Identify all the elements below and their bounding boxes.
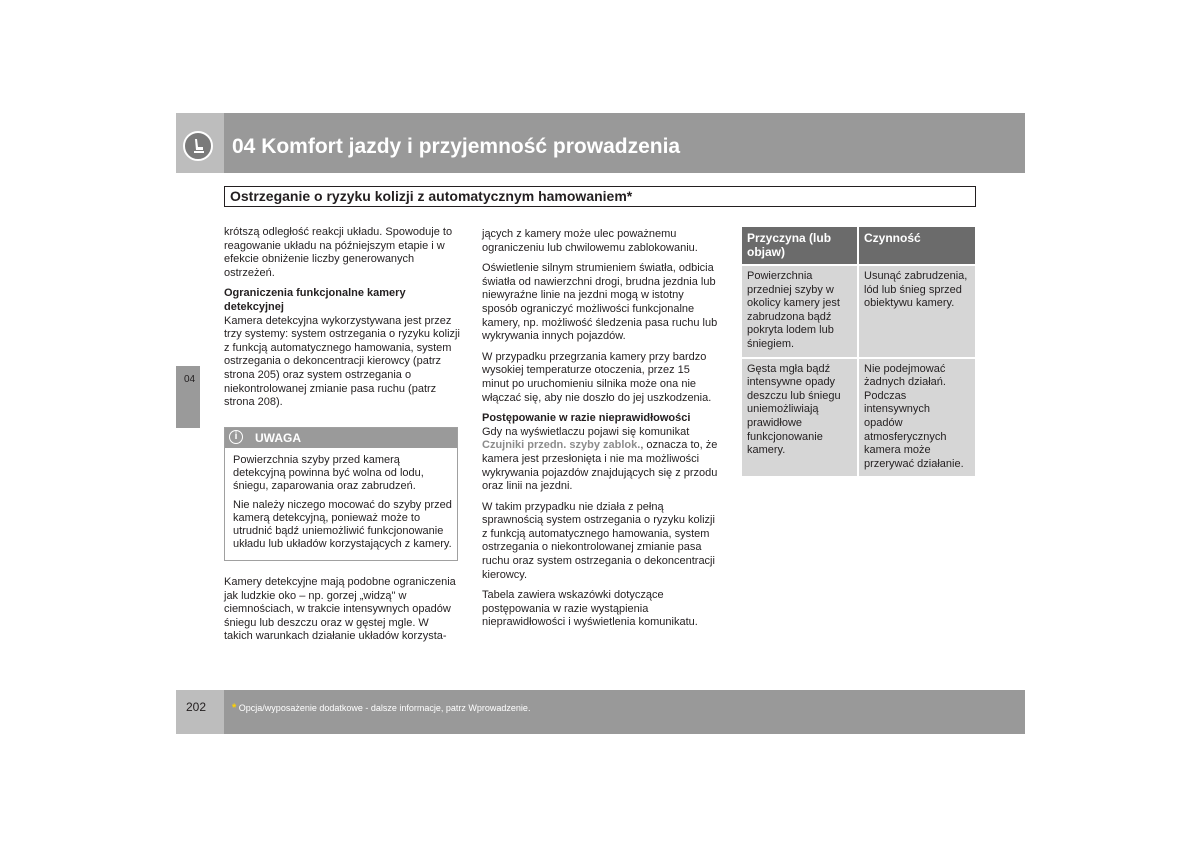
text-span: Gdy na wyświetlaczu pojawi się komunikat [482,425,690,438]
paragraph: Oświetlenie silnym strumieniem światła, odbicia światła od nawierzchni drogi, brudna jezdnia lub niewyraźne linie na jezdni mogą w istotny sposób ograniczyć możliwości funkcjonalne kamery, np. możliwość śledzenia pasa ruchu lub wykrywania innych pojazdów. [482,262,718,343]
seat-icon [183,131,213,161]
note-box [224,427,458,561]
page-number: 202 [186,700,207,714]
table-cell: Nie podejmować żadnych działań. Podczas intensywnych opadów atmosferycznych kamera może przerywać działanie. [858,358,975,477]
paragraph: Tabela zawiera wskazówki dotyczące postępowania w razie wystąpienia nieprawidłowości i wyświetlenia komunikatu. [482,589,698,629]
column-1 [224,226,460,417]
paragraph: W takim przypadku nie działa z pełną sprawnością system ostrzegania o ryzyku kolizji z funkcją automatycznego hamowania, system ostrzegania o niekontrolowanej zmianie pasa ruchu oraz system ostrzegania o dekoncentracji kierowcy. [482,500,715,581]
note-paragraph: Nie należy niczego mocować do szyby przed kamerą detekcyjną, ponieważ może to utrudnić bądź uniemożliwić funkcjonowanie układu lub układów korzystających z kamery. [233,498,452,551]
paragraph: krótszą odległość reakcji układu. Spowoduje to reagowanie układu na późniejszym etapie i w efekcie obniżenie liczby generowanych ostrzeżeń. [224,226,453,279]
table-row [742,358,975,477]
table-header-row [742,227,975,265]
subheading: Postępowanie w razie nieprawidłowości [482,412,691,425]
column-1-continued [224,576,460,651]
asterisk: * [232,702,237,714]
subheading: Ograniczenia funkcjonalne kamery detekcyjnej [224,287,406,313]
column-2 [482,228,719,637]
section-title-box [224,186,976,207]
paragraph [482,426,719,494]
paragraph: Kamera detekcyjna wykorzystywana jest przez trzy systemy: system ostrzegania o ryzyku kolizji z funkcją automatycznego hamowania, system ostrzegania o dekoncentracji kierowcy (patrz strona 205) oraz system ostrzegania o niekontrolowanej zmianie pasa ruchu (patrz strona 208). [224,314,460,409]
note-paragraph: Powierzchnia szyby przed kamerą detekcyjną powinna być wolna od lodu, śniegu, zaparowania oraz zabrudzeń. [233,454,424,493]
table-row [742,265,975,358]
table-cell: Usunąć zabrudzenia, lód lub śnieg sprzed obiektywu kamery. [858,265,975,358]
info-icon: i [229,430,243,444]
section-title: Ostrzeganie o ryzyku kolizji z automatycznym hamowaniem* [230,188,633,204]
paragraph: W przypadku przegrzania kamery przy bardzo wysokiej temperaturze otoczenia, przez 15 minut po uruchomieniu silnika może ona nie włączać się, aby nie doszło do jej uszkodzenia. [482,350,712,404]
table-header-cell: Czynność [858,227,975,265]
chapter-side-tab-label: 04 [184,374,196,385]
table-cell: Gęsta mgła bądź intensywne opady deszczu lub śniegu uniemożliwiają prawidłowe funkcjonowanie kamery. [742,358,858,477]
table-cell: Powierzchnia przedniej szyby w okolicy kamery jest zabrudzona bądź pokryta lodem lub śniegiem. [742,265,858,358]
troubleshooting-table [742,227,975,476]
note-body [233,454,453,556]
paragraph: Kamery detekcyjne mają podobne ograniczenia jak ludzkie oko – np. gorzej „widzą" w ciemnościach, w trakcie intensywnych opadów śniegu lub deszczu oraz w gęstej mgle. W takich warunkach działanie układów korzysta- [224,576,456,643]
chapter-title: 04 Komfort jazdy i przyjemność prowadzenia [232,135,681,158]
table-header-cell: Przyczyna (lub objaw) [742,227,858,265]
display-message: Czujniki przedn. szyby zablok. [482,439,641,452]
footer-note-text: Opcja/wyposażenie dodatkowe - dalsze informacje, patrz Wprowadzenie. [238,703,531,713]
text-span: , oznacza to, że kamera jest przesłonięta i nie ma możliwości wykrywania pojazdów znajdujących się z przodu oraz linii na jezdni. [482,439,718,493]
note-title: UWAGA [255,431,301,445]
note-header [225,428,457,448]
paragraph: jących z kamery może ulec poważnemu ograniczeniu lub chwilowemu zablokowaniu. [482,228,698,254]
footer-note [232,702,530,714]
